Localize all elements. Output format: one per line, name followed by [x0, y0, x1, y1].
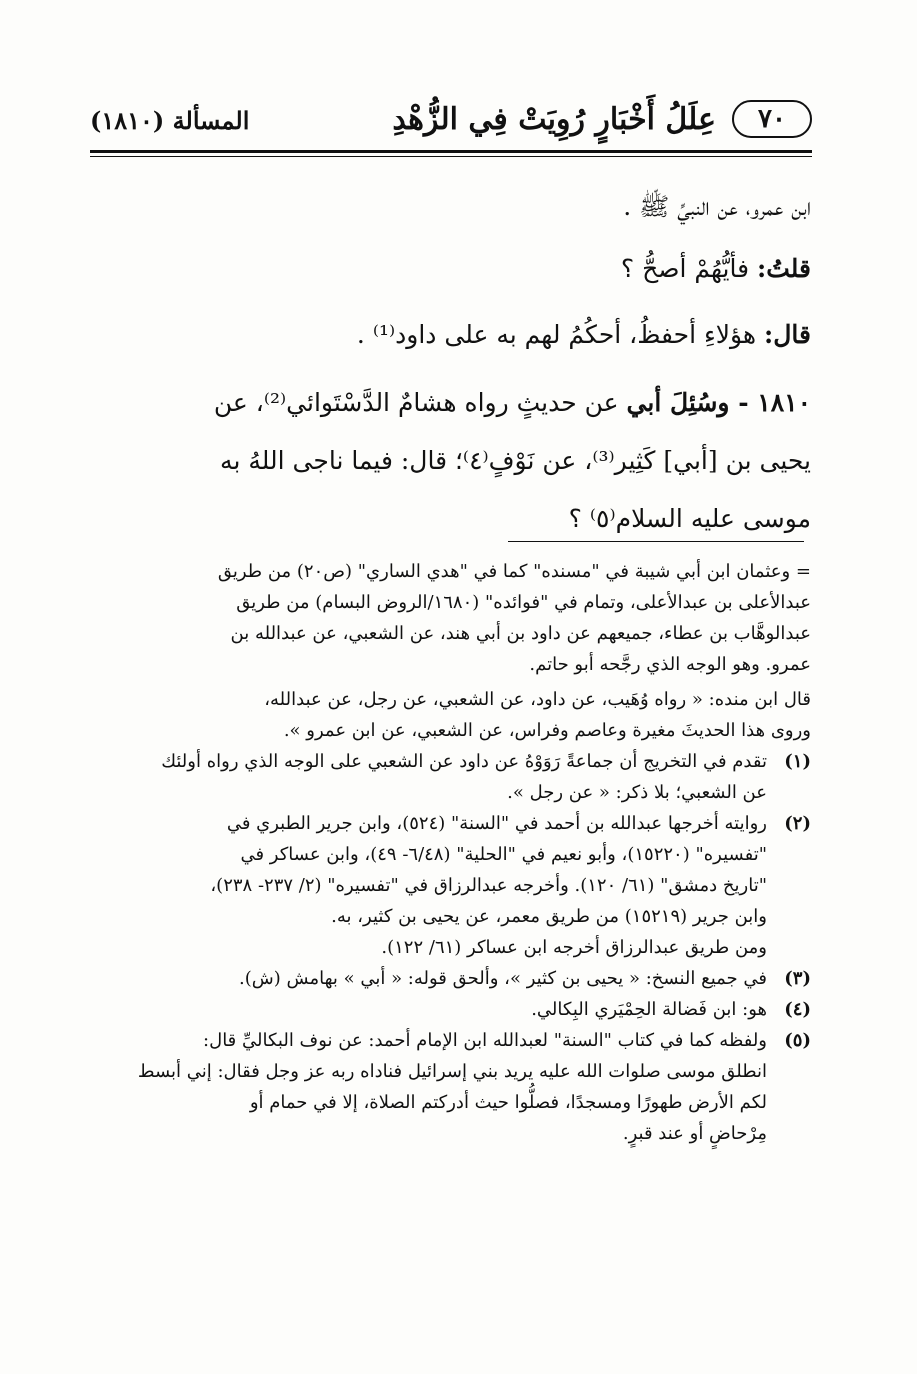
header-rule-thin	[90, 156, 812, 157]
footnote-marker: (١)	[784, 751, 811, 772]
page-number: ٧٠	[732, 100, 812, 138]
footnote-line: مِرْحاضٍ أو عند قبرٍ.	[622, 1123, 767, 1144]
footnote-line: "تاريخ دمشق" (٦١/ ١٢٠). وأخرجه عبدالرزاق في "تفسيره" (٢/ ٢٣٧- ٢٣٨)،	[210, 875, 767, 896]
footnote-marker: (٤)	[784, 999, 811, 1020]
qal-label: قال:	[764, 320, 811, 349]
footnote-marker: (٣)	[784, 968, 811, 989]
footnote-3	[99, 963, 811, 994]
footnote-2	[99, 808, 811, 963]
book-title: عِلَلُ أَخْبَارٍ رُوِيَتْ فِي الزُّهْدِ	[392, 102, 716, 137]
footnote-line: ومن طريق عبدالرزاق أخرجه ابن عساكر (٦١/ ١٢٢).	[381, 937, 767, 958]
footnote-line: عبدالوهَّاب بن عطاء، جميعهم عن داود بن أبي هند، عن الشعبي، عن عبدالله بن	[230, 623, 811, 644]
footnote-line: انطلق موسى صلوات الله عليه يريد بني إسرائيل فناداه ربه عز وجل فقال: إني أبسط	[137, 1061, 767, 1082]
footnote-line: روايته أخرجها عبدالله بن أحمد في "السنة" (٥٢٤)، وابن جرير الطبري في	[226, 813, 767, 834]
main-text	[99, 176, 811, 548]
footnote-5	[99, 1025, 811, 1149]
footnote-line: لكم الأرض طهورًا ومسجدًا، فصلُّوا حيث أدركتم الصلاة، إلا في حمام أو	[249, 1092, 767, 1113]
issue-paragraph	[99, 374, 811, 548]
footnote-line: قال ابن منده: « رواه وُهَيب، عن داود، عن الشعبي، عن رجل، عن عبدالله،	[264, 689, 811, 710]
footnote-line: وابن جرير (١٥٢١٩) من طريق معمر، عن يحيى بن كثير، به.	[331, 906, 767, 927]
footnote-line: في جميع النسخ: « يحيى بن كثير »، وألحق قوله: « أبي » بهامش (ش).	[239, 968, 767, 989]
footnote-4	[99, 994, 811, 1025]
footnotes	[99, 556, 811, 1149]
footnote-line: عبدالأعلى بن عبدالأعلى، وتمام في "فوائده" (١٦٨٠/الروض البسام) من طريق	[236, 592, 811, 613]
page-header	[90, 98, 812, 146]
issue-label: المسألة (١٨١٠)	[90, 106, 250, 135]
footnote-1	[99, 746, 811, 808]
footnote-ibn-mandah	[99, 684, 811, 746]
qultu-text: فأيُّهُمْ أصحُّ ؟	[620, 254, 757, 283]
footnote-line: تقدم في التخريج أن جماعةً رَوَوْهُ عن داود عن الشعبي على الوجه الذي رواه أولئك	[161, 751, 767, 772]
footnote-line: "تفسيره" (١٥٢٢٠)، وأبو نعيم في "الحلية" (٦/٤٨- ٤٩)، وابن عساكر في	[240, 844, 767, 865]
header-rule-thick	[90, 150, 812, 153]
footnote-line: هو: ابن فَضالة الحِمْيَري البِكالي.	[531, 999, 767, 1020]
footnote-divider	[508, 541, 804, 542]
footnote-line: عن الشعبي؛ بلا ذكر: « عن رجل ».	[507, 782, 767, 803]
qal-text: هؤلاءِ أحفظُ، أحكُمُ لهم به على داود⁽¹⁾ .	[356, 320, 765, 349]
footnote-marker: (٥)	[784, 1030, 811, 1051]
issue-line-1	[99, 374, 811, 432]
qultu-label: قلتُ:	[756, 254, 811, 283]
qal-line	[99, 304, 811, 366]
issue-text-1: عن حديثٍ رواه هشامٌ الدَّسْتَوائي⁽²⁾، عن	[213, 388, 627, 417]
footnote-line: وروى هذا الحديثَ مغيرة وعاصم وفراس، عن الشعبي، عن ابن عمرو ».	[283, 720, 811, 741]
footnote-line: ولفظه كما في كتاب "السنة" لعبدالله ابن الإمام أحمد: عن نوف البكاليِّ قال:	[203, 1030, 767, 1051]
main-line-1: ابن عمرو، عن النبيِّ ﷺ .	[623, 192, 811, 221]
footnote-continuation	[99, 556, 811, 680]
footnote-marker: (٢)	[784, 813, 811, 834]
issue-line-3: موسى عليه السلام⁽٥⁾ ؟	[568, 504, 811, 533]
qultu-line	[99, 238, 811, 300]
issue-line-2: يحيى بن [أبي] كَثِير⁽³⁾، عن نَوْفٍ⁽٤⁾؛ قال: فيما ناجى اللهُ به	[220, 446, 811, 475]
footnote-line: = وعثمان ابن أبي شيبة في "مسنده" كما في "هدي الساري" (ص٢٠) من طريق	[217, 561, 811, 582]
footnote-line: عمرو. وهو الوجه الذي رجَّحه أبو حاتم.	[529, 654, 811, 675]
issue-heading: ١٨١٠ - وسُئِلَ أبي	[626, 388, 811, 417]
